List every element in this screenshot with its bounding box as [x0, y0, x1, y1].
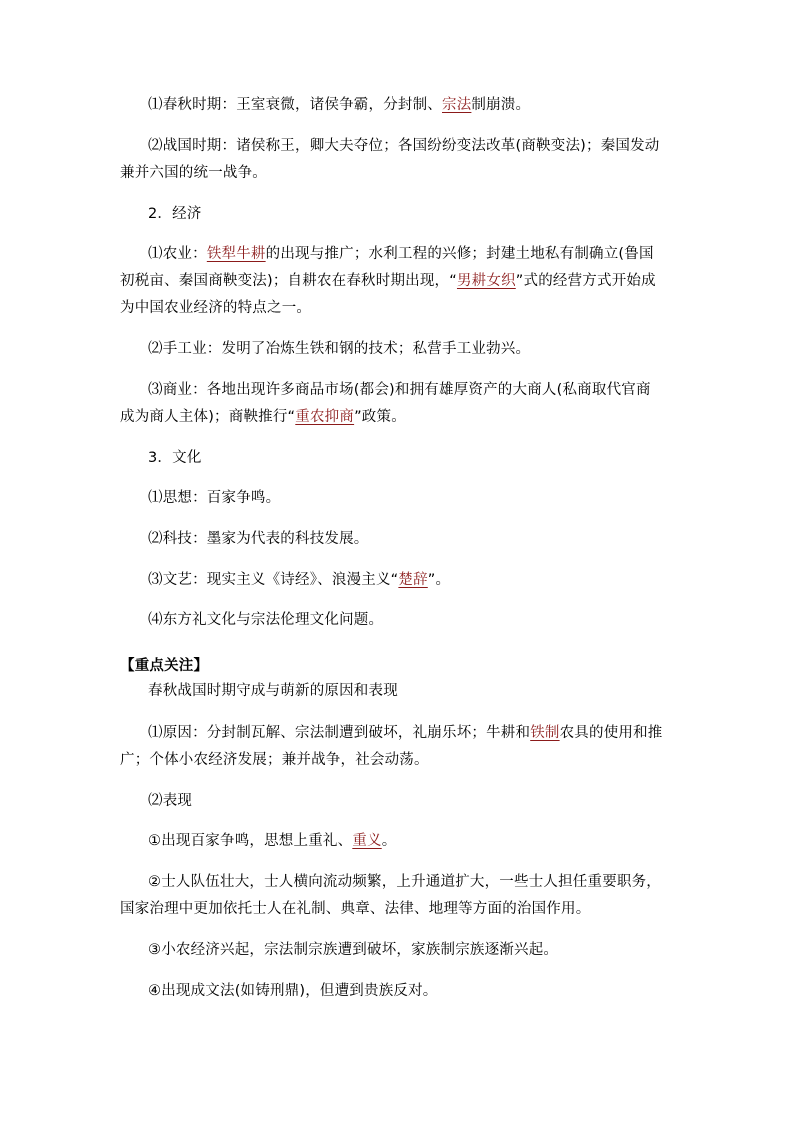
line-agriculture: ⑴农业：铁犁牛耕的出现与推广；水利工程的兴修；封建土地私有制确立(鲁国	[148, 246, 654, 262]
link-zhongnong-yishang[interactable]: 重农抑商	[295, 409, 355, 425]
link-chuci[interactable]: 楚辞	[398, 572, 428, 588]
line-manifest-3: ③小农经济兴起，宗法制宗族遭到破坏，家族制宗族逐渐兴起。	[148, 942, 559, 958]
line-reasons-cont: 广；个体小农经济发展；兼并战争，社会动荡。	[120, 752, 429, 768]
focus-subtitle: 春秋战国时期守成与萌新的原因和表现	[148, 683, 398, 699]
heading-culture: 3．文化	[148, 450, 202, 466]
link-nangeng-nvzhi[interactable]: 男耕女织	[456, 273, 516, 289]
line-warring-states-cont: 兼并六国的统一战争。	[120, 165, 267, 181]
line-warring-states: ⑵战国时期：诸侯称王，卿大夫夺位；各国纷纷变法改革(商鞅变法)；秦国发动	[148, 138, 660, 154]
line-spring-autumn: ⑴春秋时期：王室衰微，诸侯争霸，分封制、宗法制崩溃。	[148, 97, 531, 113]
link-tiezhi[interactable]: 铁制	[530, 725, 560, 741]
link-zhongyi[interactable]: 重义	[352, 833, 382, 849]
line-manifest-2-cont: 国家治理中更加依托士人在礼制、典章、法律、地理等方面的治国作用。	[120, 901, 591, 917]
line-commerce-cont: 成为商人主体)；商鞅推行“重农抑商”政策。	[120, 409, 406, 425]
focus-title: 【重点关注】	[120, 658, 209, 674]
line-manifest-2: ②士人队伍壮大，士人横向流动频繁，上升通道扩大，一些士人担任重要职务，	[148, 874, 661, 890]
line-manifest-4: ④出现成文法(如铸刑鼎)，但遭到贵族反对。	[148, 983, 438, 999]
line-technology: ⑵科技：墨家为代表的科技发展。	[148, 531, 369, 547]
line-manifestation: ⑵表现	[148, 793, 193, 809]
line-handicraft: ⑵手工业：发明了冶炼生铁和钢的技术；私营手工业勃兴。	[148, 341, 531, 357]
link-zongfa[interactable]: 宗法	[442, 97, 472, 113]
line-manifest-1: ①出现百家争鸣，思想上重礼、重义。	[148, 833, 397, 849]
line-agriculture-cont: 初税亩、秦国商鞅变法)；自耕农在春秋时期出现，“男耕女织”式的经营方式开始成	[120, 273, 656, 289]
heading-economy: 2．经济	[148, 206, 202, 222]
line-thought: ⑴思想：百家争鸣。	[148, 490, 281, 506]
line-literature: ⑶文艺：现实主义《诗经》、浪漫主义“楚辞”。	[148, 572, 451, 588]
line-agriculture-end: 为中国农业经济的特点之一。	[120, 300, 312, 316]
line-commerce: ⑶商业：各地出现许多商品市场(都会)和拥有雄厚资产的大商人(私商取代官商	[148, 382, 651, 398]
line-eastern-culture: ⑷东方礼文化与宗法伦理文化问题。	[148, 612, 384, 628]
link-tieli-niugeng[interactable]: 铁犁牛耕	[206, 246, 266, 262]
line-reasons: ⑴原因：分封制瓦解、宗法制遭到破坏，礼崩乐坏；牛耕和铁制农具的使用和推	[148, 725, 663, 741]
